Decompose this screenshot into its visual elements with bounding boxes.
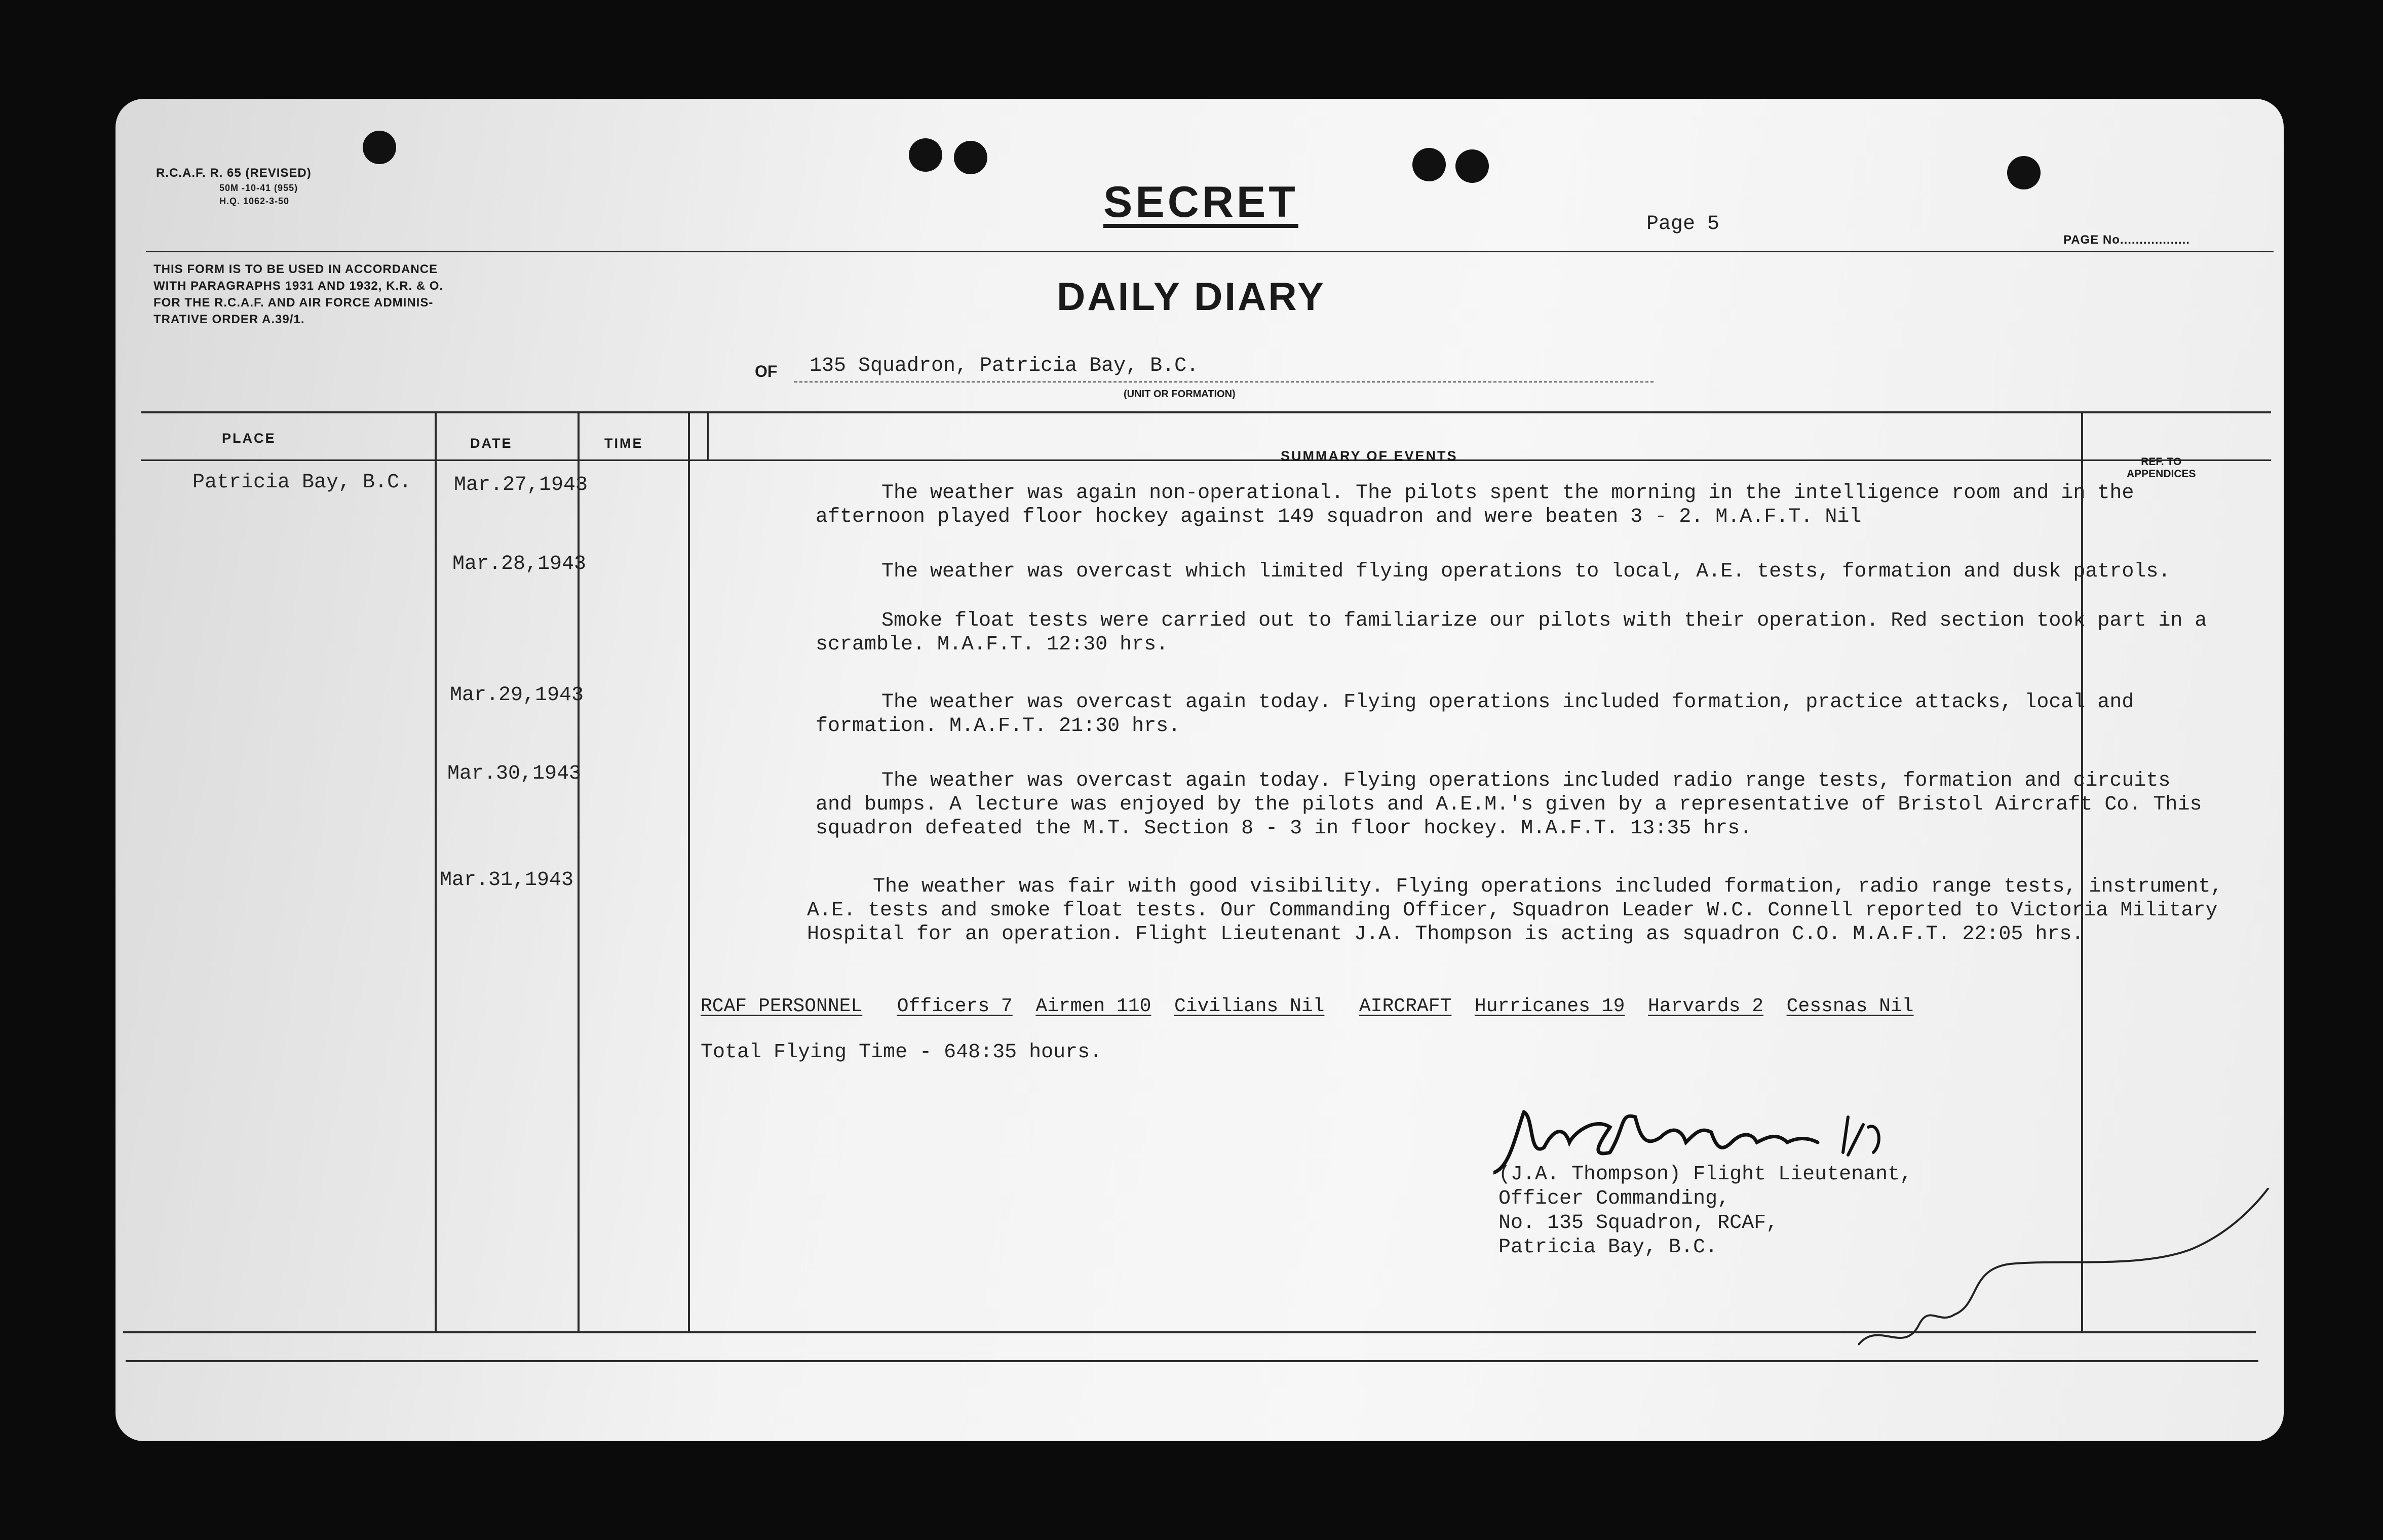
form-id [156,165,312,208]
signature-block [1498,1163,1912,1260]
signature-line: Patricia Bay, B.C. [1498,1236,1718,1259]
column-date: DATE [470,436,513,451]
total-flying-time: Total Flying Time - 648:35 hours. [701,1041,1102,1064]
column-time: TIME [604,436,643,451]
page-number-typed: Page 5 [1646,213,1720,236]
punch-hole [1455,149,1489,183]
page-no-label: PAGE No.................. [2063,233,2190,247]
punch-hole [1412,148,1446,181]
form-id-line: H.Q. 1062-3-50 [219,196,290,206]
harvards-count: Harvards 2 [1647,995,1764,1017]
of-label: OF [755,362,778,380]
entry-date: Mar.31,1943 [440,869,574,892]
instructions [153,261,443,328]
column-ref-line: APPENDICES [2127,468,2196,480]
entry-text: The weather was overcast which limited flying operations to local, A.E. tests, formation and dusk patrols. [881,560,2171,583]
punch-hole [954,141,987,174]
entry-text: The weather was fair with good visibility. Flying operations included formation, radio range tests, instrument, A.E. tests and smoke float tests. Our Commanding Officer, Squadron Leader W.C. Connell reported to Victoria Military Hospital for an operation. Flight Lieutenant J.A. Thompson is acting as squadron C.O. M.A.F.T. 22:05 hrs. [807,875,2223,946]
instruction-line: TRATIVE ORDER A.39/1. [153,313,305,326]
column-ref [2127,456,2196,480]
civilians-count: Civilians Nil [1174,995,1325,1017]
form-id-line: 50M -10-41 (955) [219,183,298,193]
signature-line: No. 135 Squadron, RCAF, [1498,1212,1779,1235]
column-ref-line: REF. TO [2141,456,2182,468]
officers-count: Officers 7 [897,995,1013,1017]
signature-line: (J.A. Thompson) Flight Lieutenant, [1498,1163,1912,1186]
entry-text: The weather was overcast again today. Flying operations included formation, practice attacks, local and formation. M.A.F.T. 21:30 hrs. [816,691,2134,738]
punch-hole [2007,156,2041,189]
entry-date: Mar.28,1943 [452,553,587,575]
entry-date: Mar.29,1943 [450,684,584,707]
unit-caption: (UNIT OR FORMATION) [1124,389,1236,400]
unit-name: 135 Squadron, Patricia Bay, B.C. [810,355,1199,377]
hurricanes-count: Hurricanes 19 [1474,995,1625,1017]
entry-text: The weather was overcast again today. Flying operations included radio range tests, formation and circuits and bumps. A lecture was enjoyed by the pilots and A.E.M.'s given by a representative of Bristol Aircraft Co. This squadron defeated the M.T. Section 8 - 3 in floor hockey. M.A.F.T. 13:35 hrs. [816,769,2202,840]
entry-text: The weather was again non-operational. The pilots spent the morning in the intelligence room and in the afternoon played floor hockey against 149 squadron and were beaten 3 - 2. M.A.F.T. Nil [816,482,2134,528]
punch-hole [909,138,942,172]
page-title: DAILY DIARY [1057,274,1326,319]
signature-line: Officer Commanding, [1498,1187,1730,1210]
instruction-line: THIS FORM IS TO BE USED IN ACCORDANCE [153,262,438,276]
column-place: PLACE [222,431,276,446]
cessnas-count: Cessnas Nil [1786,995,1914,1017]
form-id-line: R.C.A.F. R. 65 (REVISED) [156,166,312,180]
place-cell: Patricia Bay, B.C. [193,471,412,494]
airmen-count: Airmen 110 [1035,995,1151,1017]
instruction-line: FOR THE R.C.A.F. AND AIR FORCE ADMINIS- [153,296,434,310]
entry-date: Mar.27,1943 [454,474,588,496]
punch-hole [363,131,396,164]
personnel-label: RCAF PERSONNEL [701,995,863,1017]
column-summary: SUMMARY OF EVENTS [1281,448,1458,464]
paper-crack [1858,1188,2274,1355]
classification-stamp: SECRET [1103,178,1298,226]
instruction-line: WITH PARAGRAPHS 1931 AND 1932, K.R. & O. [153,279,444,293]
personnel-line [701,995,1913,1017]
entry-date: Mar.30,1943 [447,762,582,785]
aircraft-label: AIRCRAFT [1359,995,1452,1017]
entry-text: Smoke float tests were carried out to familiarize our pilots with their operation. Red section took part in a scramble. M.A.F.T. 12:30 hrs. [816,609,2207,656]
diary-sheet [116,99,2284,1441]
